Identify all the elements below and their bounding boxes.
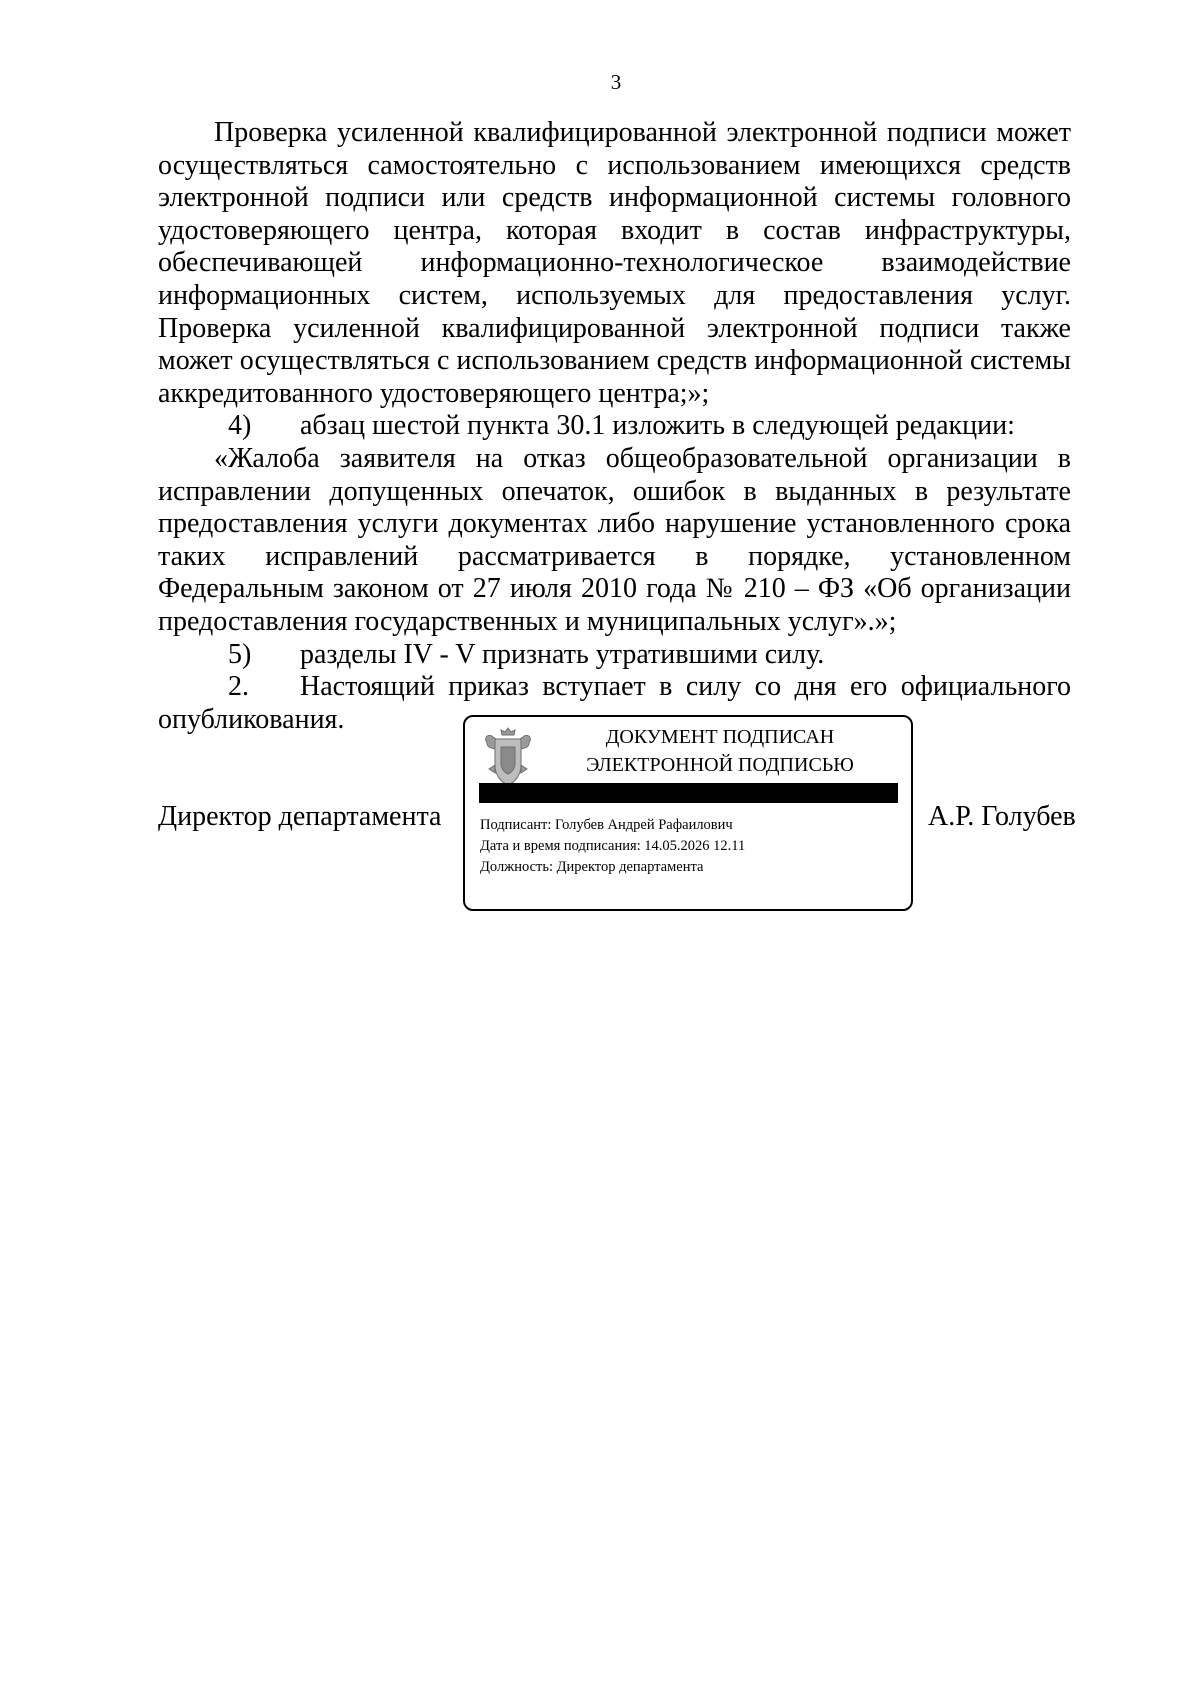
list-item-text: разделы IV - V признать утратившими силу. xyxy=(300,638,825,670)
stamp-details xyxy=(480,815,745,878)
paragraph-signature-verification: Проверка усиленной квалифицированной электронной подписи может осуществляться самостоятельно с использованием имеющихся средств электронной подписи или средств информационной системы головного удостоверяющего центра, которая входит в состав инфраструктуры, обеспечивающей информационно-технологическое взаимодействие информационных систем, используемых для предоставления услуг. Проверка усиленной квалифицированной электронной подписи также может осуществляться с использованием средств информационной системы аккредитованного удостоверяющего центра;»; xyxy=(158,117,1071,409)
electronic-signature-stamp xyxy=(463,715,913,911)
stamp-datetime: Дата и время подписания: 14.05.2026 12.11 xyxy=(480,838,746,854)
signature-block xyxy=(0,715,1200,935)
stamp-heading-line1: ДОКУМЕНТ ПОДПИСАН xyxy=(605,726,835,748)
list-item-number: 5) xyxy=(228,638,252,670)
coat-of-arms-icon xyxy=(479,725,537,791)
stamp-heading xyxy=(535,723,905,779)
list-item-4 xyxy=(158,410,1071,443)
list-item-number: 2. xyxy=(228,671,249,703)
list-item-5 xyxy=(158,639,1071,672)
signer-position-title: Директор департамента xyxy=(158,801,442,832)
stamp-heading-line2: ЭЛЕКТРОННОЙ ПОДПИСЬЮ xyxy=(586,754,854,776)
document-body xyxy=(158,117,1071,736)
list-item-number: 4) xyxy=(228,410,252,442)
stamp-signer: Подписант: Голубев Андрей Рафаилович xyxy=(480,817,733,833)
page-number: 3 xyxy=(610,70,622,94)
signer-name: А.Р. Голубев xyxy=(928,801,1076,832)
list-item-text: Настоящий приказ вступает в силу со дня его официального опубликования. xyxy=(158,671,1071,735)
list-item-text: абзац шестой пункта 30.1 изложить в следующей редакции: xyxy=(300,410,1015,442)
stamp-position: Должность: Директор департамента xyxy=(480,859,704,875)
stamp-certificate-bar xyxy=(479,783,898,803)
paragraph-complaint-quote: «Жалоба заявителя на отказ общеобразовательной организации в исправлении допущенных опечаток, ошибок в выданных в результате предоставления услуги документах либо нарушение установленного срока таких исправлений рассматривается в порядке, установленном Федеральным законом от 27 июля 2010 года № 210 – ФЗ «Об организации предоставления государственных и муниципальных услуг».»; xyxy=(158,442,1071,637)
